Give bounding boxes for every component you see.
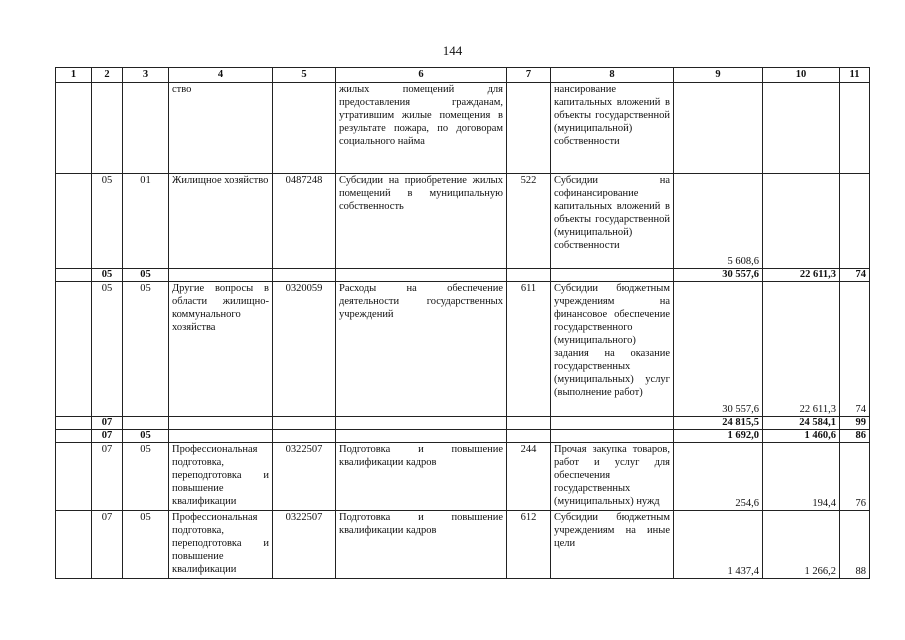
cell-plan: 1 437,4 — [674, 511, 763, 579]
cell-c1 — [56, 83, 92, 174]
cell-subsection: 05 — [123, 511, 169, 579]
cell-actual: 22 611,3 — [763, 269, 840, 282]
col-header: 1 — [56, 68, 92, 83]
cell-section: 07 — [92, 443, 123, 511]
cell-c1 — [56, 417, 92, 430]
cell-plan — [674, 83, 763, 174]
cell-section: 05 — [92, 269, 123, 282]
cell-type-name — [551, 430, 674, 443]
cell-subsection: 05 — [123, 443, 169, 511]
cell-actual: 22 611,3 — [763, 282, 840, 417]
cell-actual — [763, 83, 840, 174]
cell-percent: 76 — [840, 443, 870, 511]
cell-c1 — [56, 430, 92, 443]
cell-c1 — [56, 443, 92, 511]
cell-type-name: Субсидии на софинансирование капитальных вложений в объекты государственной (муниципальной) собственности — [551, 174, 674, 269]
cell-c1 — [56, 282, 92, 417]
cell-target-name: Подготовка и повышение квалификации кадров — [336, 511, 507, 579]
cell-subsection: 01 — [123, 174, 169, 269]
cell-target-code: 0322507 — [273, 511, 336, 579]
cell-target-name: Подготовка и повышение квалификации кадров — [336, 443, 507, 511]
cell-plan: 30 557,6 — [674, 269, 763, 282]
col-header: 4 — [169, 68, 273, 83]
cell-percent — [840, 174, 870, 269]
cell-type-code: 522 — [507, 174, 551, 269]
table-row — [56, 282, 870, 417]
cell-type-code: 612 — [507, 511, 551, 579]
cell-section: 07 — [92, 511, 123, 579]
cell-target-name: Субсидии на приобретение жилых помещений в муниципальную собственность — [336, 174, 507, 269]
cell-target-code — [273, 269, 336, 282]
page-number: 144 — [442, 43, 463, 58]
cell-type-code: 244 — [507, 443, 551, 511]
cell-section-name: Профессиональная подготовка, переподготовка и повышение квалификации — [169, 443, 273, 511]
cell-type-name: Субсидии бюджетным учреждениям на иные цели — [551, 511, 674, 579]
cell-c1 — [56, 511, 92, 579]
cell-actual: 24 584,1 — [763, 417, 840, 430]
cell-subsection: 05 — [123, 430, 169, 443]
cell-type-name: Прочая закупка товаров, работ и услуг для обеспечения государственных (муниципальных) нужд — [551, 443, 674, 511]
cell-target-name — [336, 417, 507, 430]
col-header: 3 — [123, 68, 169, 83]
col-header: 9 — [674, 68, 763, 83]
cell-target-code: 0320059 — [273, 282, 336, 417]
cell-plan: 254,6 — [674, 443, 763, 511]
cell-percent: 74 — [840, 269, 870, 282]
cell-type-code: 611 — [507, 282, 551, 417]
cell-target-code: 0322507 — [273, 443, 336, 511]
table-row — [56, 511, 870, 579]
cell-type-name — [551, 269, 674, 282]
cell-percent: 74 — [840, 282, 870, 417]
cell-type-code — [507, 417, 551, 430]
cell-plan: 24 815,5 — [674, 417, 763, 430]
cell-c1 — [56, 269, 92, 282]
cell-section-name — [169, 417, 273, 430]
cell-subsection — [123, 417, 169, 430]
cell-percent: 86 — [840, 430, 870, 443]
col-header: 8 — [551, 68, 674, 83]
cell-section-name: Другие вопросы в области жилищно-коммунального хозяйства — [169, 282, 273, 417]
col-header: 2 — [92, 68, 123, 83]
col-header: 11 — [840, 68, 870, 83]
cell-target-name — [336, 269, 507, 282]
cell-section: 05 — [92, 174, 123, 269]
cell-target-code — [273, 417, 336, 430]
cell-c1 — [56, 174, 92, 269]
cell-actual: 1 266,2 — [763, 511, 840, 579]
cell-section — [92, 83, 123, 174]
cell-type-name — [551, 417, 674, 430]
cell-actual: 194,4 — [763, 443, 840, 511]
cell-section-name — [169, 269, 273, 282]
cell-actual: 1 460,6 — [763, 430, 840, 443]
cell-section-name: ство — [169, 83, 273, 174]
cell-target-name: жилых помещений для предоставления гражданам, утратившим жилые помещения в результате пожара, по договорам социального найма — [336, 83, 507, 174]
cell-target-code: 0487248 — [273, 174, 336, 269]
col-header: 5 — [273, 68, 336, 83]
cell-subsection: 05 — [123, 282, 169, 417]
subtotal-row — [56, 417, 870, 430]
cell-type-code — [507, 430, 551, 443]
cell-plan: 5 608,6 — [674, 174, 763, 269]
cell-actual — [763, 174, 840, 269]
subtotal-row — [56, 269, 870, 282]
cell-section: 07 — [92, 417, 123, 430]
table-row — [56, 174, 870, 269]
cell-percent: 99 — [840, 417, 870, 430]
cell-type-code — [507, 269, 551, 282]
table-row — [56, 83, 870, 174]
cell-target-name — [336, 430, 507, 443]
col-header: 7 — [507, 68, 551, 83]
cell-section-name: Профессиональная подготовка, переподготовка и повышение квалификации — [169, 511, 273, 579]
budget-table — [55, 67, 870, 579]
cell-section-name: Жилищное хозяйство — [169, 174, 273, 269]
table-row — [56, 443, 870, 511]
col-header: 6 — [336, 68, 507, 83]
cell-section-name — [169, 430, 273, 443]
cell-plan: 1 692,0 — [674, 430, 763, 443]
cell-target-code — [273, 430, 336, 443]
cell-type-code — [507, 83, 551, 174]
subtotal-row — [56, 430, 870, 443]
cell-section: 05 — [92, 282, 123, 417]
cell-percent — [840, 83, 870, 174]
cell-section: 07 — [92, 430, 123, 443]
cell-type-name: нансирование капитальных вложений в объекты государственной (муниципальной) собственности — [551, 83, 674, 174]
cell-type-name: Субсидии бюджетным учреждениям на финансовое обеспечение государственного (муниципального) задания на оказание государственных (муниципальных) услуг (выполнение работ) — [551, 282, 674, 417]
cell-target-code — [273, 83, 336, 174]
cell-subsection — [123, 83, 169, 174]
col-header: 10 — [763, 68, 840, 83]
cell-plan: 30 557,6 — [674, 282, 763, 417]
cell-target-name: Расходы на обеспечение деятельности государственных учреждений — [336, 282, 507, 417]
cell-subsection: 05 — [123, 269, 169, 282]
header-row — [56, 68, 870, 83]
cell-percent: 88 — [840, 511, 870, 579]
